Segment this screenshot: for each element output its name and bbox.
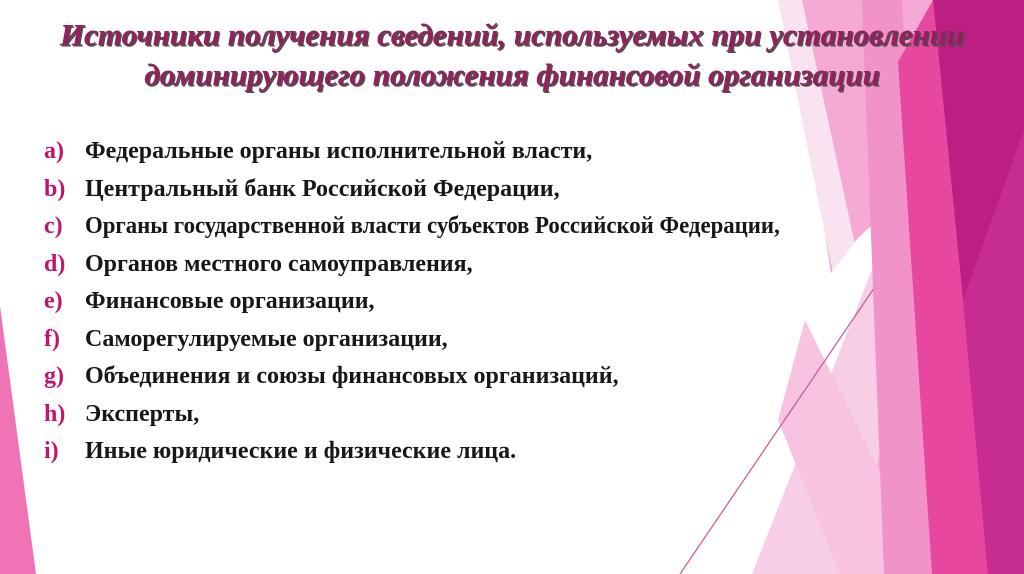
slide-title-line1: Источники получения сведений, используемых при установлении xyxy=(59,17,965,52)
list-item-marker: i) xyxy=(44,438,59,464)
list-item-text: Федеральные органы исполнительной власти, xyxy=(85,138,593,164)
list-item-text: Иные юридические и физические лица. xyxy=(85,438,517,464)
list-item-text: Органов местного самоуправления, xyxy=(85,250,473,277)
list-item-marker: d) xyxy=(44,250,66,277)
list-item-marker: f) xyxy=(44,325,60,352)
list-item-marker: g) xyxy=(44,363,64,389)
slide-title xyxy=(0,15,1024,95)
list-item-marker: a) xyxy=(44,138,64,164)
list-item xyxy=(44,326,994,364)
list-item xyxy=(44,288,994,326)
list-item-marker: c) xyxy=(44,213,63,239)
list-item-marker: b) xyxy=(44,175,66,202)
list-item xyxy=(44,176,994,214)
list-item-text: Саморегулируемые организации, xyxy=(85,325,448,352)
list-item-text: Финансовые организации, xyxy=(85,288,375,314)
list-item xyxy=(44,363,994,401)
list-item xyxy=(44,251,994,289)
list-item-marker: h) xyxy=(44,400,66,427)
list-item xyxy=(44,438,994,476)
list-item-text: Органы государственной власти субъектов Российской Федерации, xyxy=(85,213,780,239)
list-item xyxy=(44,138,994,176)
sources-list xyxy=(44,138,994,476)
list-item-marker: e) xyxy=(44,288,63,314)
slide-title-line2: доминирующего положения финансовой организации xyxy=(144,57,880,92)
list-item-text: Эксперты, xyxy=(85,400,200,427)
deco-left-wedge xyxy=(0,306,36,574)
list-item-text: Центральный банк Российской Федерации, xyxy=(85,175,560,202)
list-item xyxy=(44,401,994,439)
list-item xyxy=(44,213,994,251)
list-item-text: Объединения и союзы финансовых организаций, xyxy=(85,363,619,389)
